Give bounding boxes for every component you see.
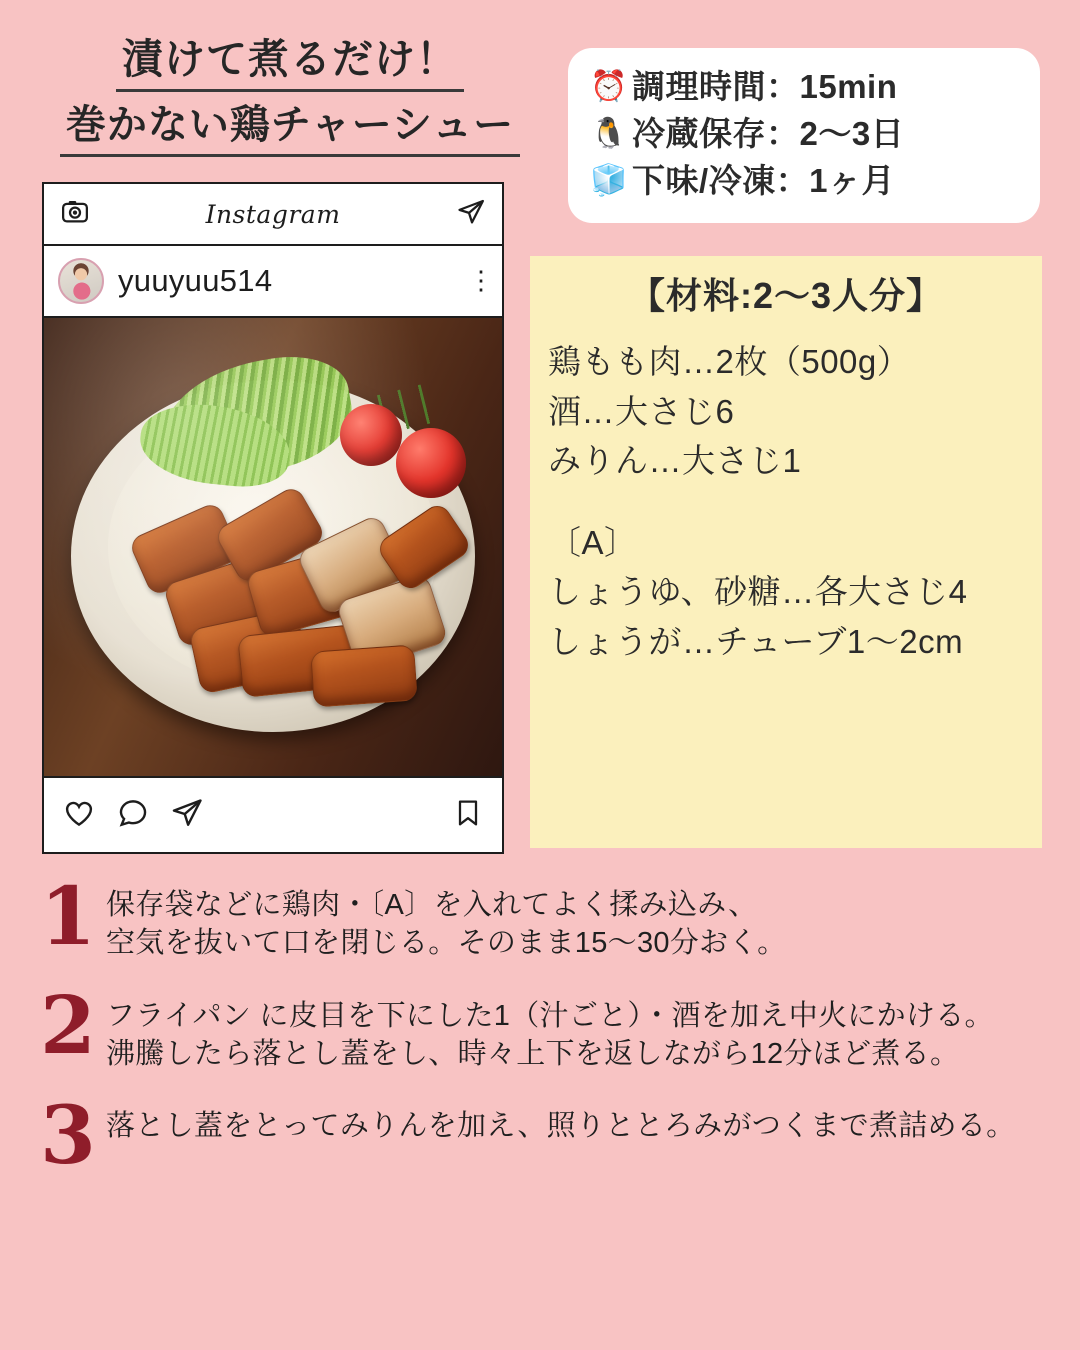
refrigerator-icon: 🐧	[590, 116, 628, 150]
ingredients-card	[530, 256, 1042, 848]
step-number: 2	[40, 977, 96, 1072]
step-text-line: 空気を抜いて口を閉じる。そのまま15〜30分おく。	[106, 927, 787, 960]
info-row-refrigeration	[590, 111, 1030, 158]
instruction-step	[30, 1088, 1060, 1183]
ice-cube-icon: 🧊	[590, 163, 628, 197]
title-line-2: 巻かない鶏チャーシュー	[60, 98, 520, 157]
instagram-topbar	[44, 184, 502, 246]
step-text-line: 落とし蓋をとってみりんを加え、照りととろみがつくまで煮詰める。	[106, 1110, 1016, 1143]
instagram-username[interactable]: yuuyuu514	[118, 263, 273, 298]
step-text-line: 沸騰したら落とし蓋をし、時々上下を返しながら12分ほど煮る。	[106, 1037, 960, 1070]
instagram-user-bar	[44, 246, 502, 318]
camera-icon[interactable]	[60, 197, 90, 232]
info-text-freezing: 下味/冷凍：1ヶ月	[632, 161, 896, 199]
instagram-action-bar	[44, 778, 502, 852]
step-number: 3	[40, 1088, 96, 1183]
comment-icon[interactable]	[116, 796, 150, 835]
ingredient-item: 酒…大さじ6	[548, 392, 735, 430]
more-options-icon[interactable]: ⋮	[468, 265, 494, 296]
heart-icon[interactable]	[62, 796, 96, 835]
instagram-post-card	[42, 182, 504, 854]
instruction-step	[30, 977, 1060, 1074]
avatar[interactable]	[58, 258, 104, 304]
ingredient-spacer	[548, 486, 1042, 518]
step-text-line: 保存袋などに鶏肉・〔A〕を入れてよく揉み込み、	[106, 889, 758, 921]
ingredient-item: みりん…大さじ1	[548, 442, 802, 479]
step-text-line: フライパン に皮目を下にした1（汁ごと）・酒を加え中火にかける。	[106, 999, 994, 1032]
title-line-1: 漬けて煮るだけ！	[116, 32, 464, 92]
share-icon[interactable]	[170, 796, 204, 835]
ingredients-title: 【材料:2〜3人分】	[628, 275, 944, 316]
instagram-logo-text: Instagram	[205, 199, 341, 229]
info-text-cooking-time: 調理時間：15min	[632, 68, 898, 105]
info-row-cooking-time	[590, 64, 1030, 111]
ingredients-list	[530, 319, 1042, 666]
instruction-step	[30, 869, 1060, 963]
bookmark-icon[interactable]	[452, 797, 484, 834]
ingredient-item: しょうゆ、砂糖…各大さじ4	[548, 573, 968, 610]
ingredient-item: しょうが…チューブ1〜2cm	[548, 622, 964, 660]
instructions-list	[30, 869, 1060, 1199]
recipe-info-card	[568, 48, 1040, 223]
alarm-clock-icon: ⏰	[590, 70, 628, 104]
ingredient-group-label: 〔A〕	[548, 523, 638, 561]
info-row-freezing	[590, 158, 1030, 205]
send-icon[interactable]	[456, 197, 486, 232]
ingredient-item: 鶏もも肉…2枚（500g）	[548, 343, 911, 380]
page-title	[40, 32, 540, 157]
step-number: 1	[40, 869, 96, 963]
recipe-photo	[44, 318, 502, 778]
info-text-refrigeration: 冷蔵保存：2〜3日	[632, 114, 905, 152]
